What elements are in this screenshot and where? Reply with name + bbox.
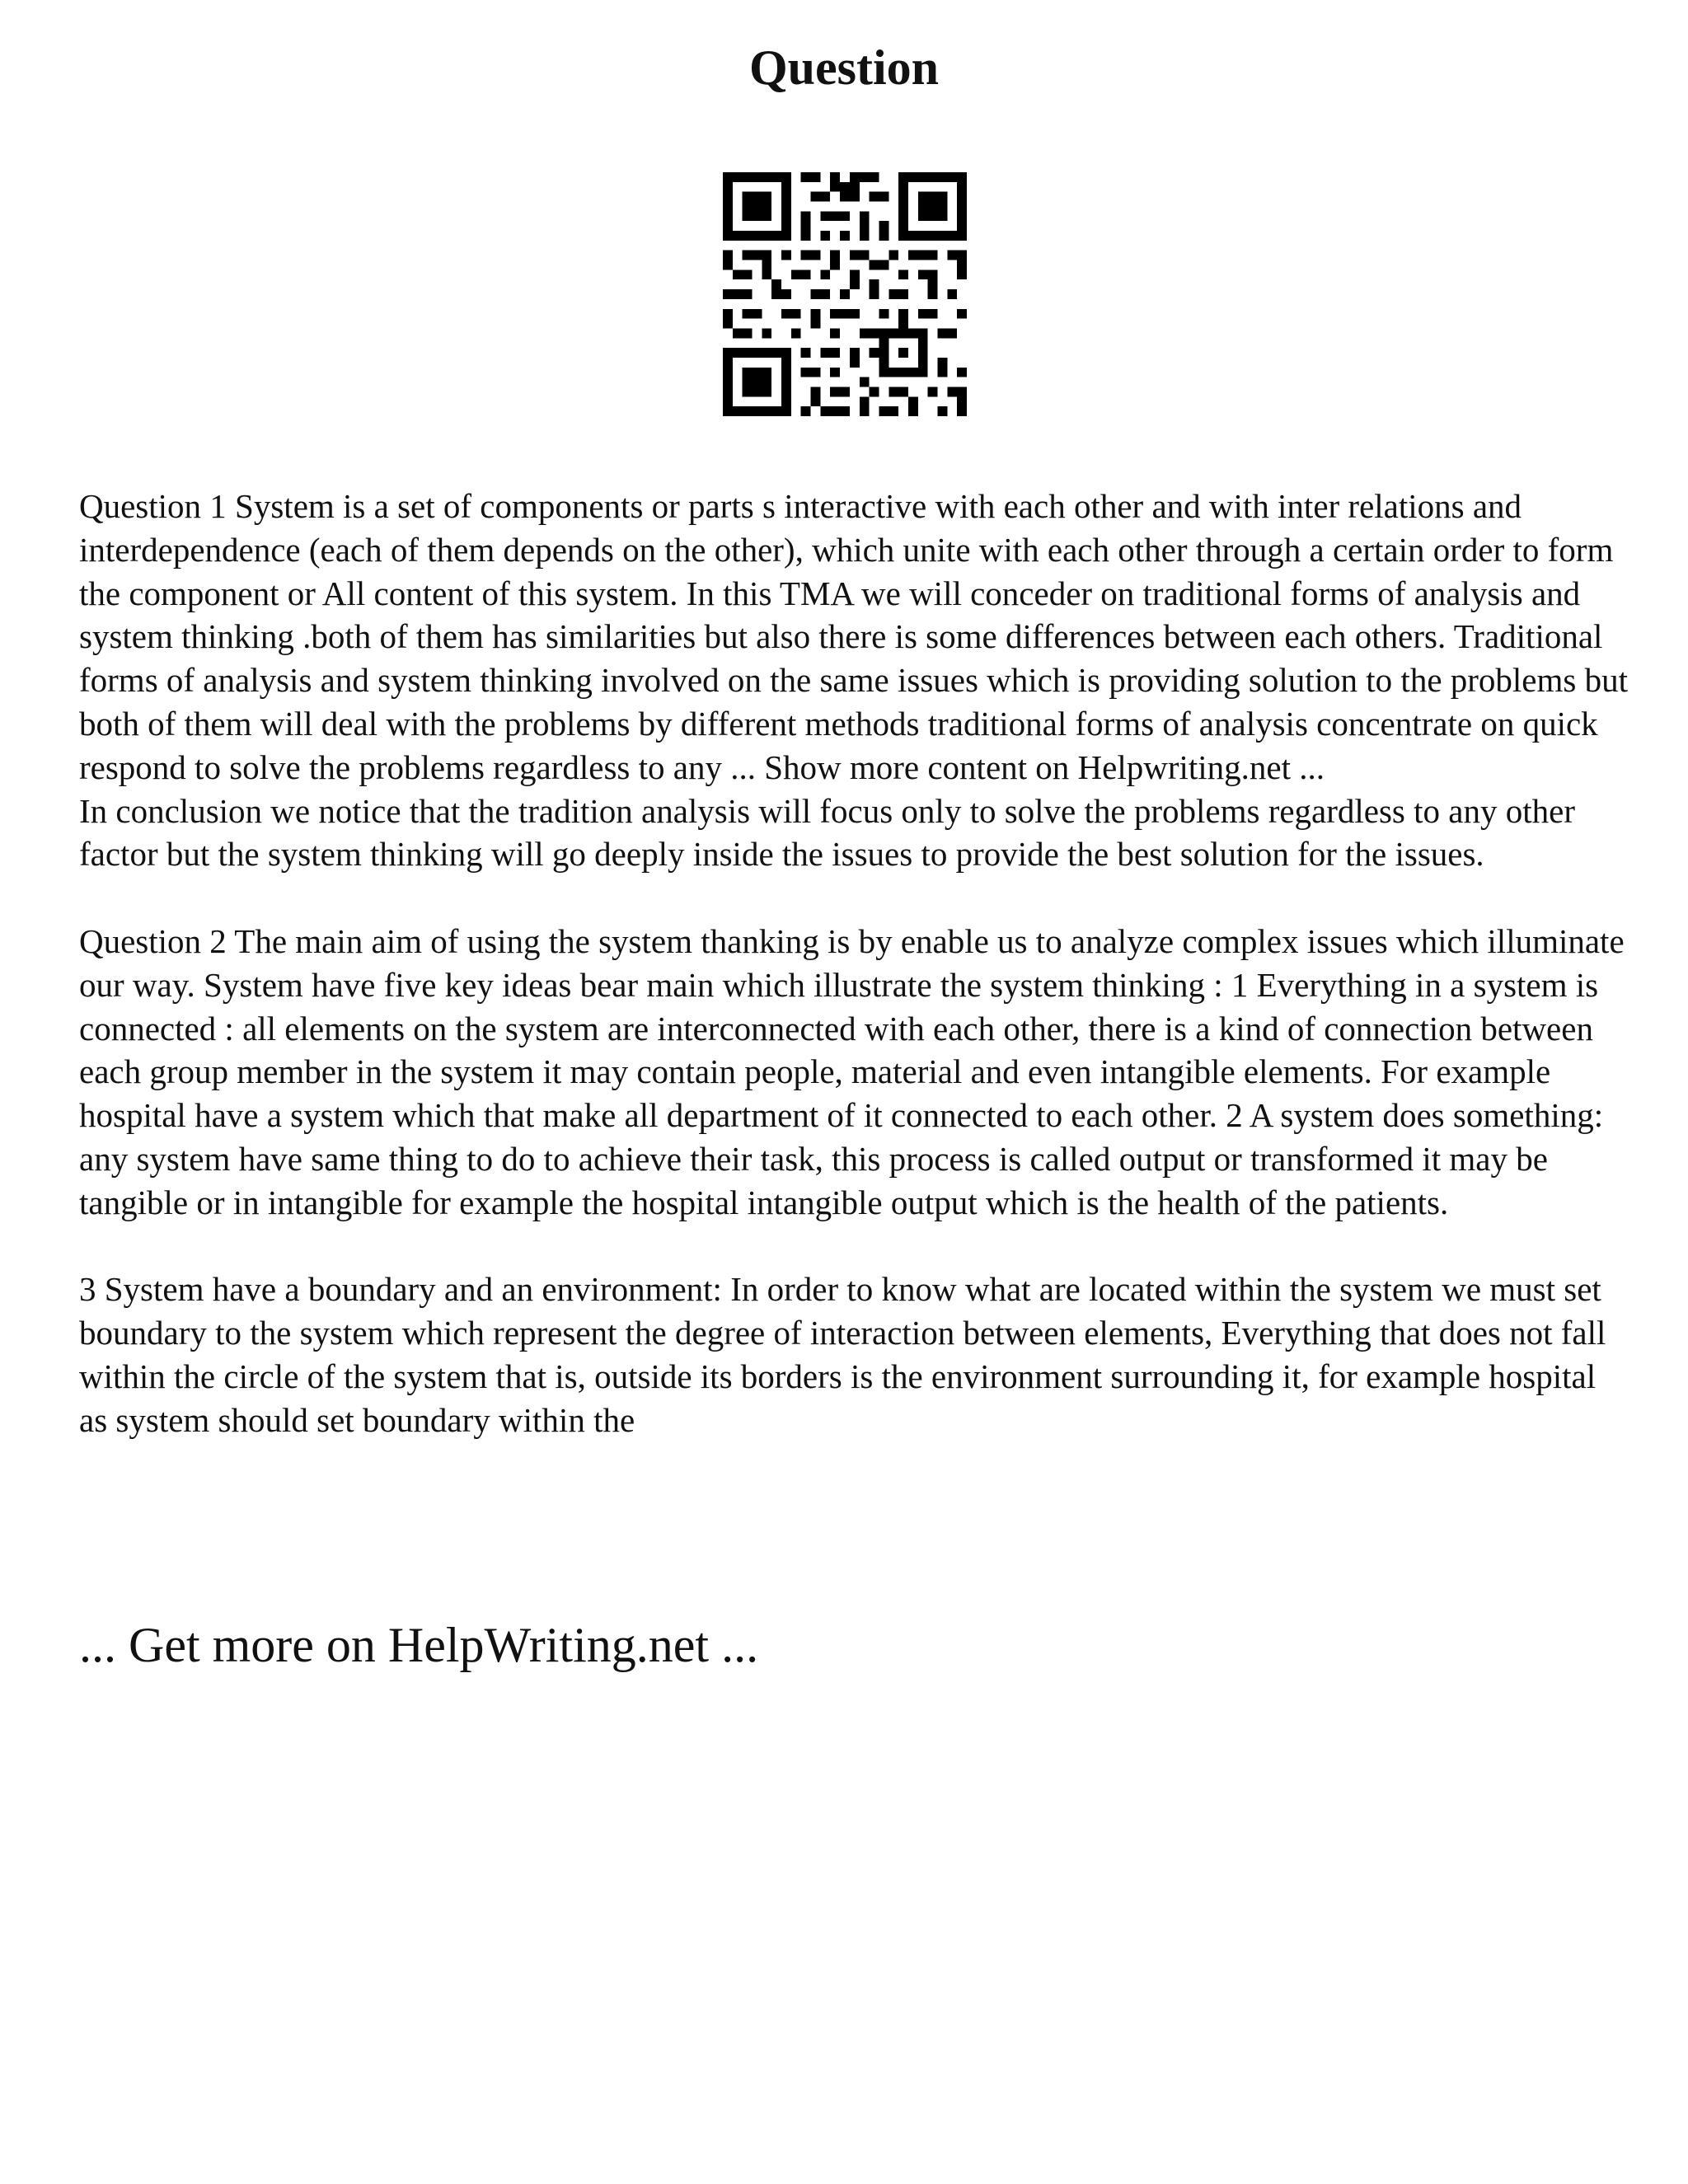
- question-1-paragraph: Question 1 System is a set of components or parts s interactive with each other and with inter relations and interdependence (each of them depends on the other), which unite with each other through a certain order to form the component or All content of this system. In this TMA we will conceder on traditional forms of analysis and system thinking .both of them has similarities but also there is some differences between each others. Traditional forms of analysis and system thinking involved on the same issues which is providing solution to the problems but both of them will deal with the problems by different methods traditional forms of analysis concentrate on quick respond to solve the problems regardless to any ... Show more content on Helpwriting.net ...: [79, 487, 1628, 786]
- qr-code-icon: [723, 172, 967, 416]
- question-3-paragraph: 3 System have a boundary and an environment: In order to know what are located within the system we must set boundary to the system which represent the degree of interaction between elements, Everything that does not fall within the circle of the system that is, outside its borders is the environment surrounding it, for example hospital as system should set boundary within the: [79, 1270, 1606, 1439]
- page-title: Question: [748, 40, 940, 95]
- question-2-paragraph: Question 2 The main aim of using the system thanking is by enable us to analyze complex issues which illuminate our way. System have five key ideas bear main which illustrate the system thinking : 1 Everything in a system is connected : all elements on the system are interconnected with each other, there is a kind of connection between each group member in the system it may contain people, material and even intangible elements. For example hospital have a system which that make all department of it connected to each other. 2 A system does something: any system have same thing to do to achieve their task, this process is called output or transformed it may be tangible or in intangible for example the hospital intangible output which is the health of the patients.: [79, 921, 1625, 1221]
- document-body: [79, 485, 1629, 1442]
- paragraph-gap: [79, 1225, 1629, 1268]
- question-1-conclusion: In conclusion we notice that the tradition analysis will focus only to solve the problems regardless to any other factor but the system thinking will go deeply inside the issues to provide the best solution for the issues.: [79, 791, 1575, 874]
- paragraph-gap: [79, 876, 1629, 920]
- get-more-link[interactable]: ... Get more on HelpWriting.net ...: [79, 1618, 759, 1672]
